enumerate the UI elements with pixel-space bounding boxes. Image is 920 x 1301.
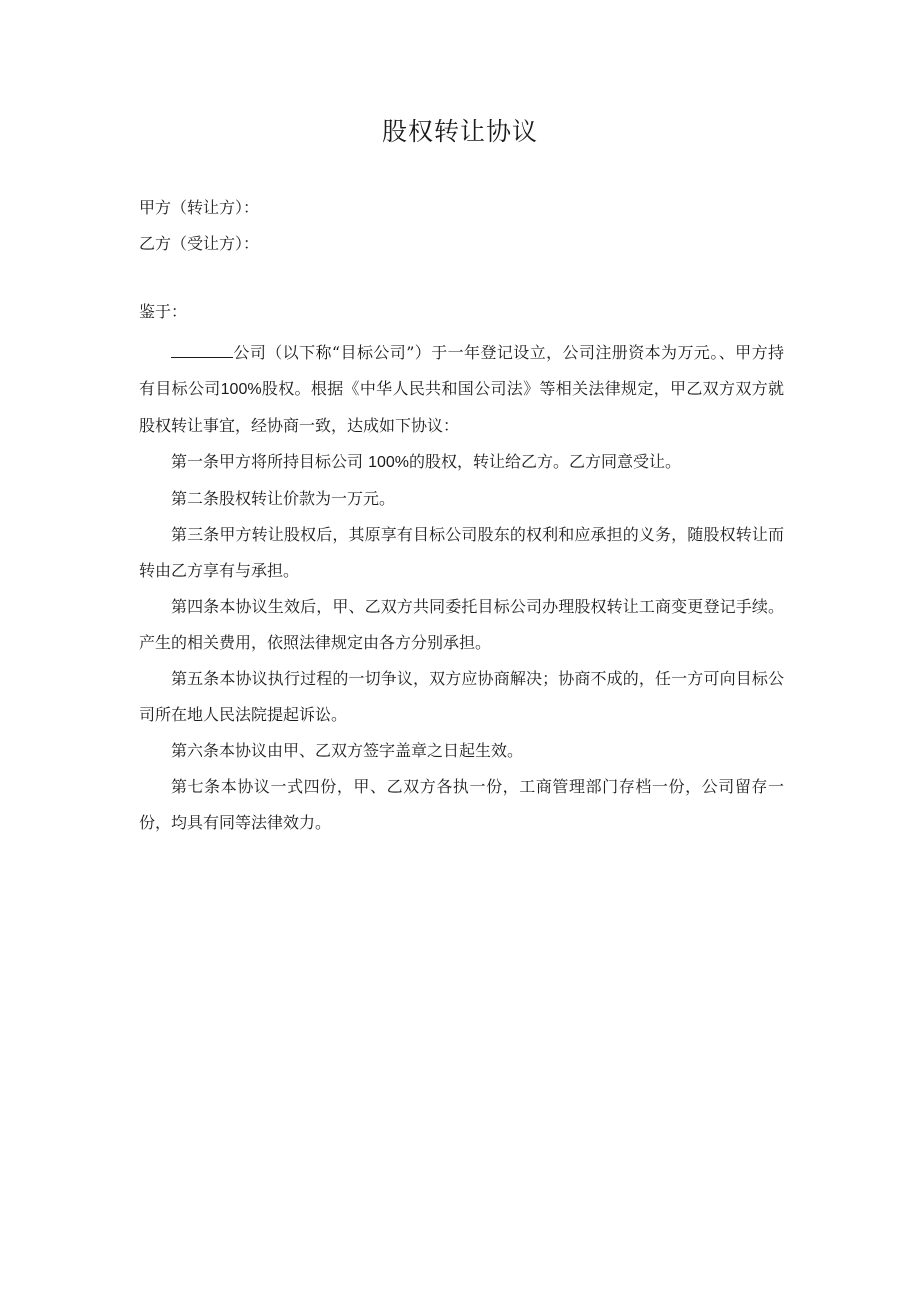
company-name-blank	[171, 342, 233, 358]
article-3: 第三条甲方转让股权后，其原享有目标公司股东的权利和应承担的义务，随股权转让而转由乙方享有与承担。	[139, 525, 784, 580]
article-4: 第四条本协议生效后，甲、乙双方共同委托目标公司办理股权转让工商变更登记手续。产生的相关费用，依照法律规定由各方分别承担。	[139, 597, 784, 652]
article-5: 第五条本协议执行过程的一切争议，双方应协商解决；协商不成的，任一方可向目标公司所在地人民法院提起诉讼。	[139, 669, 784, 724]
article-1	[139, 444, 784, 481]
recital-text-1: 公司（以下称“目标公司”）于一年登记设立，公司注册资本为万元。、甲方持有目标公司	[139, 343, 784, 398]
article-6: 第六条本协议由甲、乙双方签字盖章之日起生效。	[171, 741, 524, 760]
article-2: 第二条股权转让价款为一万元。	[171, 489, 396, 508]
article-7: 第七条本协议一式四份，甲、乙双方各执一份，工商管理部门存档一份，公司留存一份，均具有同等法律效力。	[139, 777, 784, 832]
article-1-text-1: 第一条甲方将所持目标公司	[171, 452, 369, 471]
recital-paragraph	[139, 335, 784, 444]
agreement-body	[139, 335, 784, 841]
document-title: 股权转让协议	[381, 117, 538, 146]
article-1-text-2: 的股权，转让给乙方。乙方同意受让。	[409, 452, 682, 471]
party-a-label: 甲方（转让方）：	[139, 198, 260, 217]
recital-text-2: 股权。根据《中华人民共和国公司法》等相关法律规定，甲乙双方双方就股权转让事宜，经协商一致，达成如下协议：	[139, 379, 784, 435]
recital-percent: 100%	[220, 381, 262, 398]
party-b-label: 乙方（受让方）：	[139, 234, 260, 253]
article-1-percent: 100%	[368, 454, 410, 471]
whereas-label: 鉴于：	[139, 302, 188, 321]
